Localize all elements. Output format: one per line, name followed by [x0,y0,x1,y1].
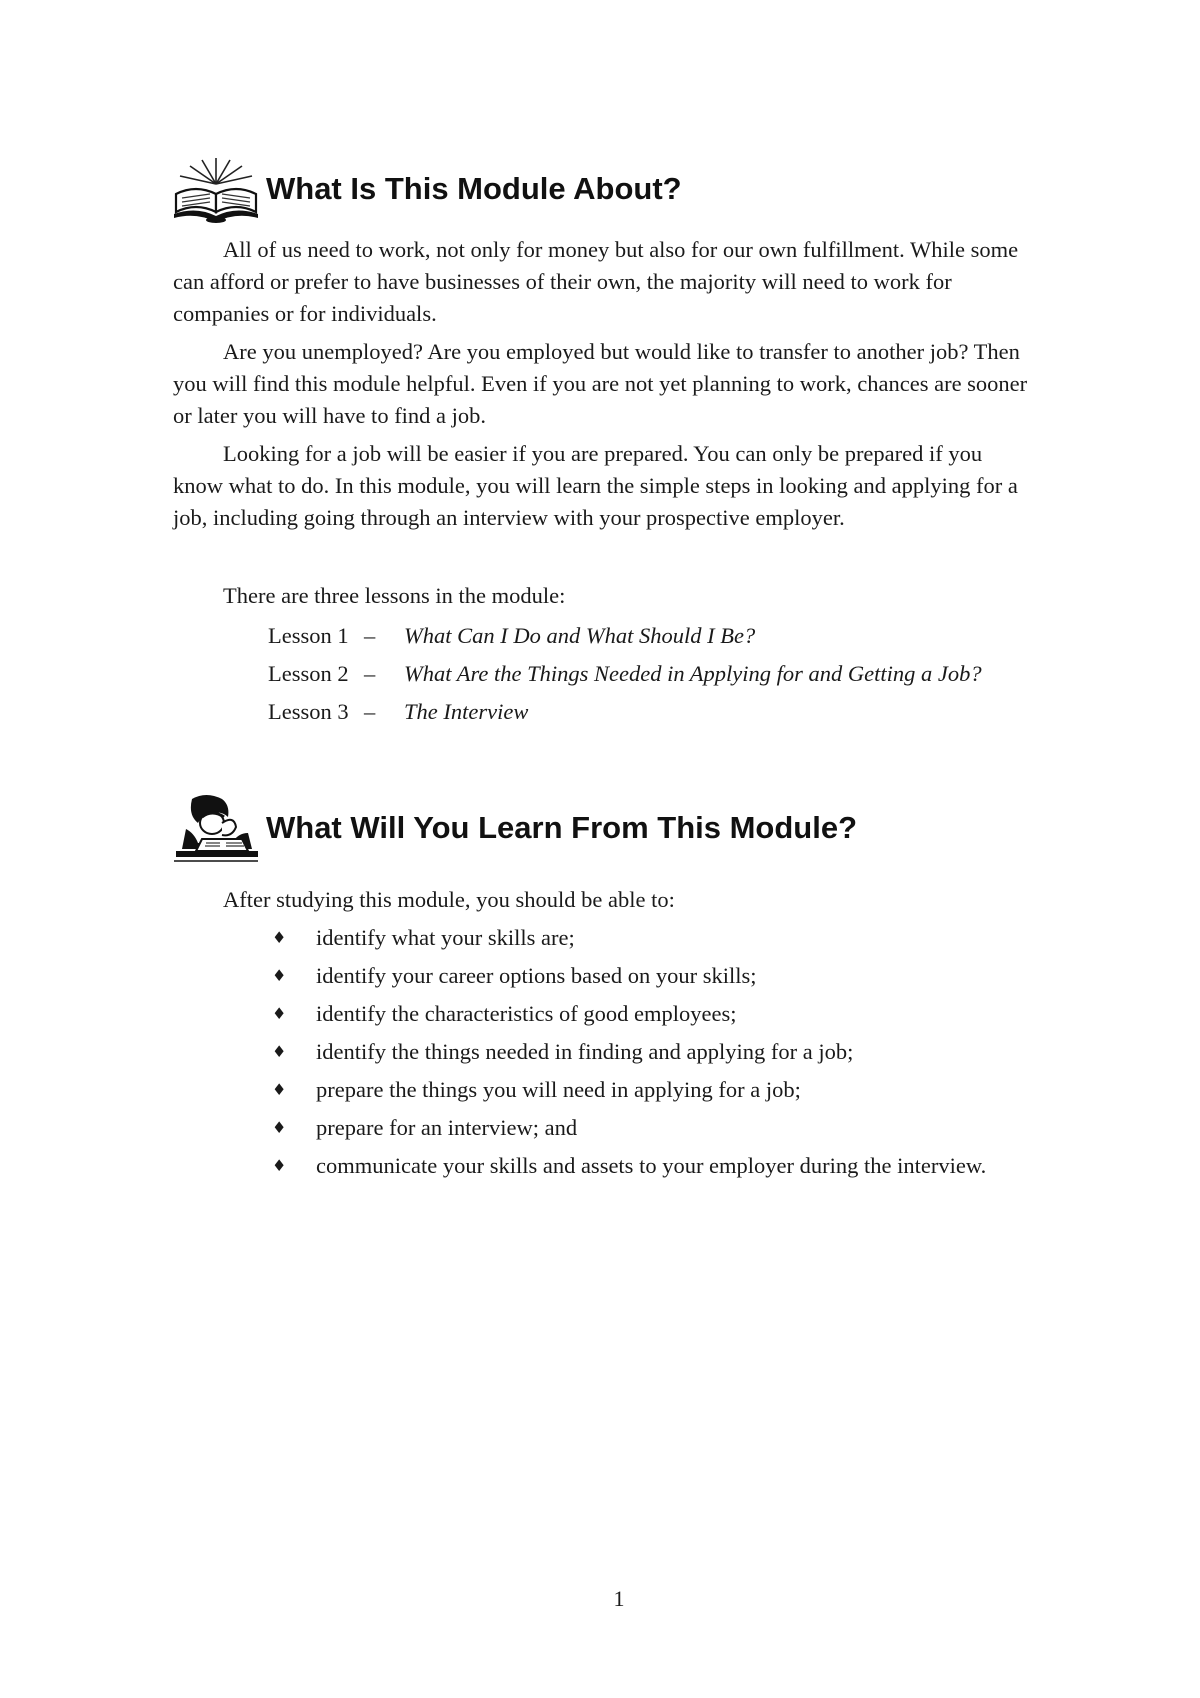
paragraph-preparation: Looking for a job will be easier if you are prepared. You can only be prepared if you know what to do. In this module, you will learn the simple steps in looking and applying for a job, including going through an interview with your prospective employer. [173,441,1018,530]
lesson-label: Lesson 1 [268,623,349,648]
open-book-icon [172,154,260,224]
list-item [272,1074,1032,1106]
list-item [272,1150,1032,1182]
lesson-label: Lesson 2 [268,661,349,686]
list-item [272,922,1032,954]
section-heading-learn [172,793,857,863]
lessons-intro: There are three lessons in the module: [223,583,566,608]
objective-text: prepare for an interview; and [316,1115,578,1140]
lesson-dash: – [364,661,376,686]
diamond-bullet-icon: ♦ [272,1042,287,1061]
list-item [272,1036,1032,1068]
objective-text: communicate your skills and assets to your employer during the interview. [316,1153,987,1178]
diamond-bullet-icon: ♦ [272,1004,287,1023]
diamond-bullet-icon: ♦ [272,928,287,947]
section-title-learn: What Will You Learn From This Module? [266,810,858,845]
paragraph-unemployed: Are you unemployed? Are you employed but would like to transfer to another job? Then you will find this module helpful. Even if you are not yet planning to work, chances are sooner or later you will have to find a job. [173,339,1028,428]
person-studying-icon [172,793,260,863]
list-item [272,1112,1032,1144]
objectives-list [272,922,1032,1188]
lesson-dash: – [364,623,376,648]
diamond-bullet-icon: ♦ [272,966,287,985]
diamond-bullet-icon: ♦ [272,1080,287,1099]
lesson-item [268,696,1048,728]
objective-text: identify what your skills are; [316,925,575,950]
page-number: 1 [613,1586,625,1611]
lesson-title: What Are the Things Needed in Applying for and Getting a Job? [404,661,982,686]
lesson-title: What Can I Do and What Should I Be? [404,623,756,648]
list-item [272,998,1032,1030]
list-item [272,960,1032,992]
diamond-bullet-icon: ♦ [272,1118,287,1137]
objective-text: identify the characteristics of good employees; [316,1001,737,1026]
lesson-list [268,620,1048,734]
lesson-dash: – [364,699,376,724]
lesson-item [268,620,1048,652]
objective-text: identify the things needed in finding and applying for a job; [316,1039,854,1064]
section-heading-about [172,154,682,224]
lesson-item [268,658,1048,690]
diamond-bullet-icon: ♦ [272,1156,287,1175]
lesson-title: The Interview [404,699,529,724]
paragraph-intro: All of us need to work, not only for money but also for our own fulfillment. While some can afford or prefer to have businesses of their own, the majority will need to work for companies or for individuals. [173,237,1019,326]
objective-text: prepare the things you will need in applying for a job; [316,1077,801,1102]
section-title-about: What Is This Module About? [266,171,682,206]
objective-text: identify your career options based on your skills; [316,963,757,988]
objectives-intro: After studying this module, you should be able to: [223,887,675,912]
lesson-label: Lesson 3 [268,699,349,724]
